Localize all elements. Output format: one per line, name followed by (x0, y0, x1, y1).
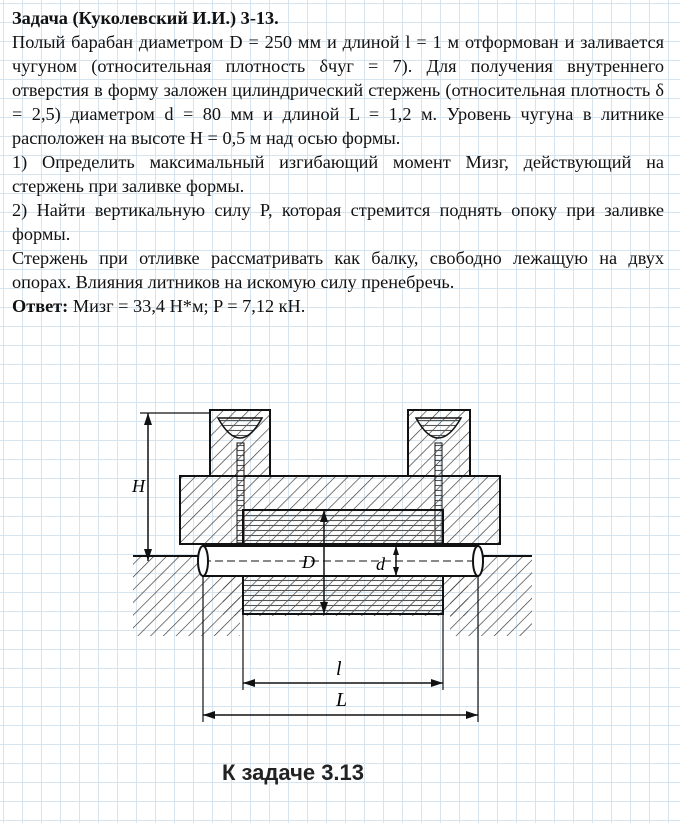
label-d: d (376, 554, 385, 574)
problem-title: Задача (Куколевский И.И.) 3-13. (12, 8, 279, 28)
label-D: D (302, 552, 315, 572)
problem-assumption: Стержень при отливке рассматривать как балку, свободно лежащую на двух опорах. Влияния литников на искомую силу пренебречь. (12, 248, 664, 292)
question-2: 2) Найти вертикальную силу P, которая стремится поднять опоку при заливке формы. (12, 200, 664, 244)
problem-condition: Полый барабан диаметром D = 250 мм и длиной l = 1 м отформован и заливается чугуном (относительная плотность δчуг = 7). Для получения внутреннего отверстия в форму заложен цилиндрический стержень (относительная плотность δ = 2,5) диаметром d = 80 мм и длиной L = 1,2 м. Уровень чугуна в литнике расположен на высоте H = 0,5 м над осью формы. (12, 32, 664, 148)
label-l: l (336, 658, 342, 680)
answer-line (12, 294, 664, 318)
question-1: 1) Определить максимальный изгибающий момент Мизг, действующий на стержень при заливке формы. (12, 152, 664, 196)
core-rod (198, 546, 483, 576)
answer-label: Ответ: (12, 296, 69, 316)
dimension-l (243, 614, 443, 690)
figure-caption: К задаче 3.13 (222, 760, 365, 785)
answer-value: Мизг = 33,4 Н*м; P = 7,12 кН. (68, 296, 306, 316)
label-H: H (132, 476, 145, 496)
label-L: L (336, 689, 348, 711)
problem-text (12, 6, 664, 318)
mold-drawing (118, 388, 538, 808)
